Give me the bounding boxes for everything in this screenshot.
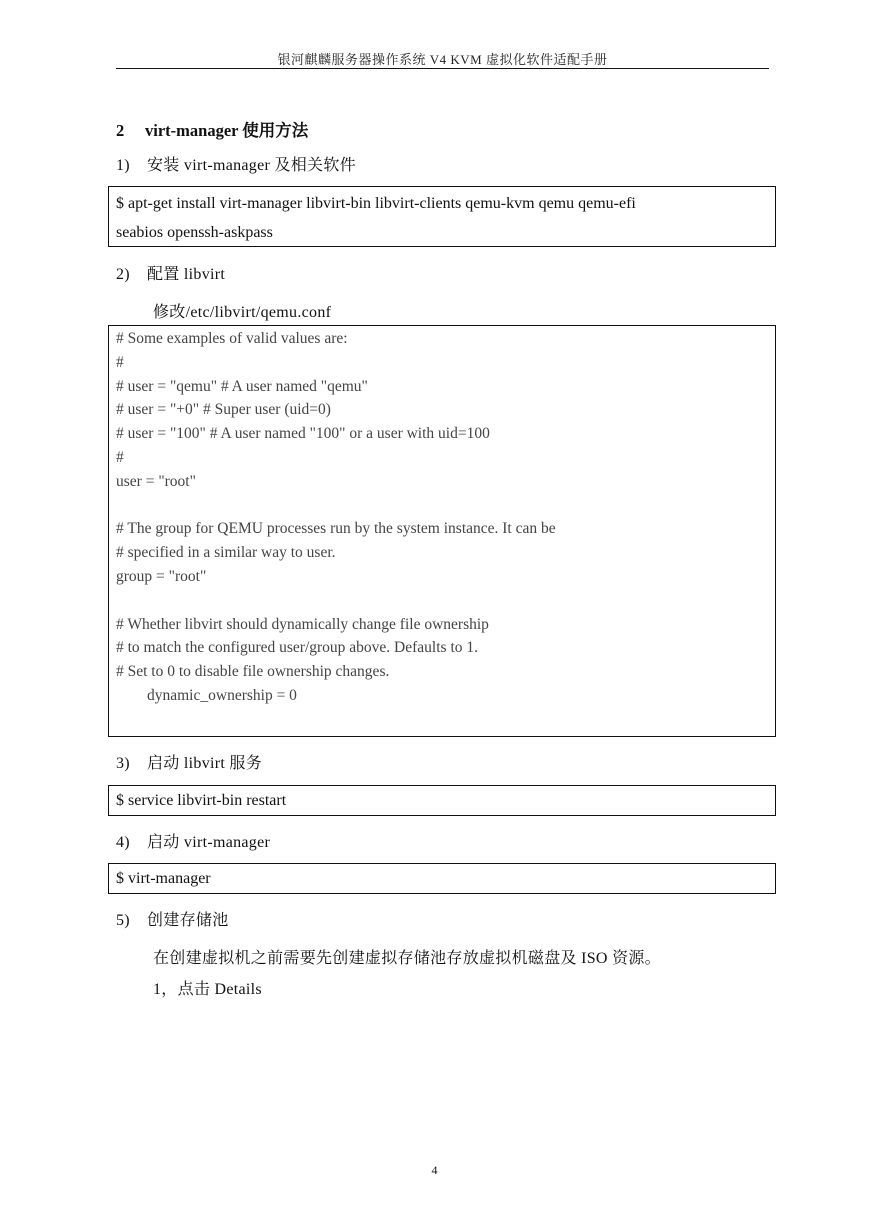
config-file-path: 修改/etc/libvirt/qemu.conf: [153, 304, 332, 321]
launch-command: $ virt-manager: [116, 870, 211, 887]
page-number: 4: [431, 1163, 438, 1177]
step-number: 5): [116, 912, 130, 929]
section-title: virt-manager 使用方法: [145, 121, 309, 140]
config-line: user = "root": [116, 472, 196, 490]
step-number: 4): [116, 834, 130, 851]
config-line: #: [116, 353, 124, 371]
step-configure: [116, 261, 225, 284]
step-start-libvirt: [116, 750, 262, 773]
step-label: 创建存储池: [147, 912, 229, 929]
config-line: # Whether libvirt should dynamically change file ownership: [116, 615, 489, 633]
config-code-box: [108, 325, 776, 737]
substep-click-details: 1，点击 Details: [153, 981, 262, 998]
step-label: 启动 libvirt 服务: [147, 755, 263, 772]
config-line: group = "root": [116, 567, 207, 585]
install-command-line: seabios openssh-askpass: [116, 224, 273, 241]
section-heading: [116, 117, 308, 141]
config-line: #: [116, 448, 124, 466]
config-line: [116, 494, 775, 518]
config-code: [109, 326, 775, 708]
config-line: # user = "100" # A user named "100" or a user with uid=100: [116, 425, 490, 443]
storage-note: 在创建虚拟机之前需要先创建虚拟存储池存放虚拟机磁盘及 ISO 资源。: [153, 950, 661, 967]
step-number: 1): [116, 157, 130, 174]
step-number: 2): [116, 266, 130, 283]
section-number: 2: [116, 121, 125, 140]
launch-command-box: [108, 863, 776, 894]
config-line: # Set to 0 to disable file ownership changes.: [116, 663, 390, 681]
config-line: # user = "qemu" # A user named "qemu": [116, 377, 368, 395]
running-header: 银河麒麟服务器操作系统 V4 KVM 虚拟化软件适配手册: [277, 52, 608, 67]
config-line: # Some examples of valid values are:: [116, 330, 348, 347]
config-line: # user = "+0" # Super user (uid=0): [116, 401, 331, 419]
step-install: [116, 152, 356, 175]
install-command-line: $ apt-get install virt-manager libvirt-bin libvirt-clients qemu-kvm qemu qemu-efi: [116, 195, 636, 212]
step-create-storage-pool: [116, 907, 229, 930]
config-line: [116, 589, 775, 613]
restart-command: $ service libvirt-bin restart: [116, 792, 287, 809]
install-command-box: [108, 186, 776, 247]
step-start-virt-manager: [116, 829, 270, 852]
header-rule: [116, 68, 769, 69]
config-line: # specified in a similar way to user.: [116, 544, 336, 562]
step-label: 启动 virt-manager: [147, 834, 271, 851]
restart-command-box: [108, 785, 776, 816]
config-line: dynamic_ownership = 0: [116, 686, 297, 704]
step-label: 安装 virt-manager 及相关软件: [147, 157, 356, 174]
step-number: 3): [116, 755, 130, 772]
step-label: 配置 libvirt: [147, 266, 226, 283]
config-line: # to match the configured user/group above. Defaults to 1.: [116, 639, 478, 657]
config-line: # The group for QEMU processes run by the system instance. It can be: [116, 520, 556, 538]
